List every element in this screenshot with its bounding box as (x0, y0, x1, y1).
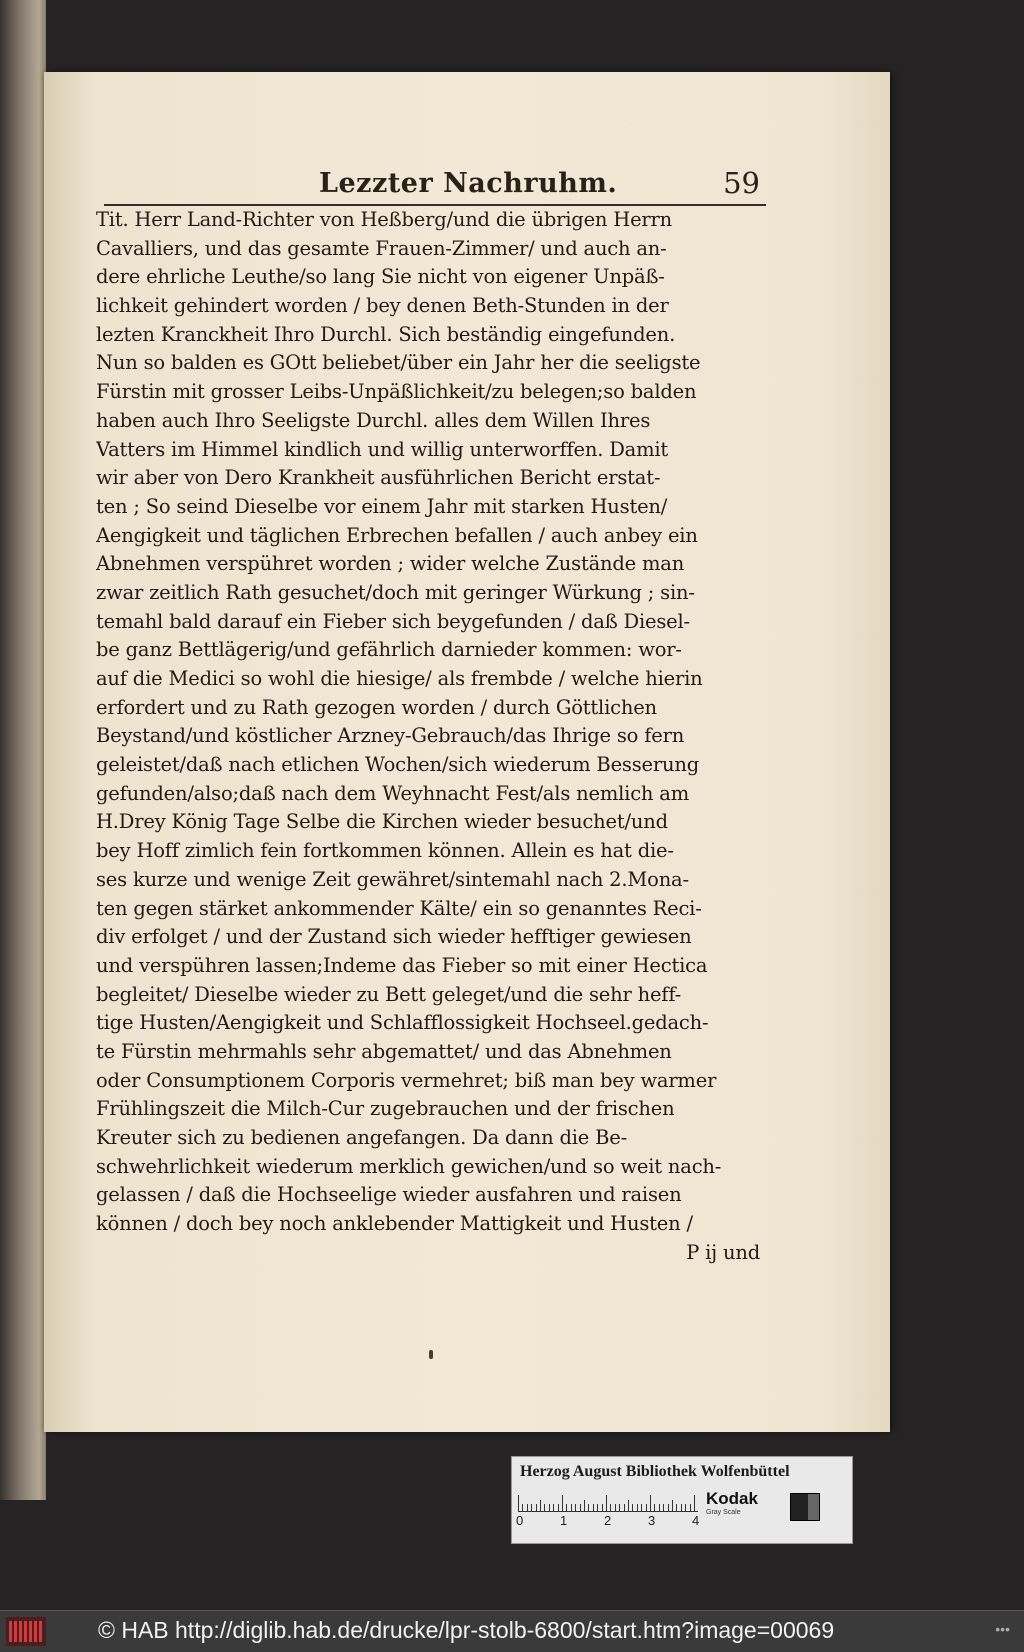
ruler-tick (544, 1504, 545, 1511)
text-line: auf die Medici so wohl die hiesige/ als frembde / welche hierin (96, 667, 703, 690)
ruler-tick (536, 1504, 537, 1511)
ruler-tick (584, 1500, 585, 1511)
footer-bar (0, 1610, 1024, 1652)
ruler-tick (597, 1504, 598, 1511)
text-line: geleistet/daß nach etlichen Wochen/sich wiederum Besserung (96, 753, 699, 777)
ruler-tick (562, 1495, 563, 1511)
text-line: P ij und (686, 1240, 760, 1264)
ruler-tick (553, 1504, 554, 1511)
ruler-tick (571, 1504, 572, 1511)
text-line: dere ehrliche Leuthe/so lang Sie nicht von eigener Unpäß- (96, 265, 665, 289)
body-text (96, 206, 760, 1267)
ruler-tick (606, 1495, 607, 1511)
grayscale-label: Gray Scale (706, 1509, 741, 1516)
text-line: temahl bald darauf ein Fieber sich beygefunden / daß Diesel- (96, 609, 690, 633)
text-line: oder Consumptionem Corporis vermehret; biß man bey warmer (96, 1068, 717, 1092)
text-line: lezten Kranckheit Ihro Durchl. Sich beständig eingefunden. (96, 322, 676, 346)
ruler-tick (566, 1504, 567, 1511)
ruler-tick (676, 1504, 677, 1511)
text-line: erfordert und zu Rath gezogen worden / durch Göttlichen (96, 695, 657, 719)
ruler-tick (619, 1504, 620, 1511)
scale-numbers (516, 1513, 706, 1531)
text-line: Tit. Herr Land-Richter von Heßberg/und die übrigen Herrn (96, 208, 673, 231)
ruler-tick (654, 1504, 655, 1511)
facing-page-edge (0, 0, 46, 1500)
scale-number: 0 (516, 1513, 524, 1528)
text-line: Vatters im Himmel kindlich und willig unterworffen. Damit (96, 437, 669, 461)
ruler-tick (659, 1504, 660, 1511)
text-line: wir aber von Dero Krankheit ausführlichen Bericht erstat- (96, 466, 661, 490)
footer-url-link[interactable]: © HAB http://diglib.hab.de/drucke/lpr-stolb-6800/start.htm?image=00069 (98, 1617, 835, 1643)
text-line: Kreuter sich zu bedienen angefangen. Da dann die Be- (96, 1126, 627, 1149)
hab-logo-icon[interactable] (6, 1617, 46, 1646)
more-icon[interactable]: ••• (995, 1621, 1010, 1637)
text-line: begleitet/ Dieselbe wieder zu Bett geleget/und die sehr heff- (96, 982, 682, 1006)
scale-number: 2 (604, 1513, 612, 1528)
text-line: be ganz Bettlägerig/und gefährlich darnieder kommen: wor- (96, 638, 682, 662)
ruler-tick (668, 1504, 669, 1511)
ruler-tick (672, 1500, 673, 1511)
text-line: Nun so balden es GOtt beliebet/über ein Jahr her die seeligste (96, 351, 701, 375)
text-line: Fürstin mit grosser Leibs-Unpäßlichkeit/zu belegen;so balden (96, 380, 697, 404)
text-line: Frühlingszeit die Milch-Cur zugebrauchen und der frischen (96, 1097, 675, 1121)
ink-mark (429, 1350, 433, 1359)
ruler-tick (610, 1504, 611, 1511)
ruler-tick (527, 1504, 528, 1511)
text-line: tige Husten/Aengigkeit und Schlafflossigkeit Hochseel.gedach- (96, 1011, 709, 1035)
ruler-tick (685, 1504, 686, 1511)
text-line: ten gegen stärket ankommender Kälte/ ein so genanntes Reci- (96, 896, 702, 920)
ruler-tick (641, 1504, 642, 1511)
running-title: Lezzter Nachruhm. (319, 168, 618, 199)
text-line: zwar zeitlich Rath gesuchet/doch mit geringer Würkung ; sin- (96, 580, 695, 604)
page-header (104, 160, 766, 208)
text-line: Cavalliers, und das gesamte Frauen-Zimmer/ und auch an- (96, 236, 667, 260)
text-line: gefunden/also;daß nach dem Weyhnacht Fest/als nemlich am (96, 781, 690, 805)
text-line: lichkeit gehindert worden / bey denen Beth-Stunden in der (96, 294, 669, 318)
ruler-tick (646, 1504, 647, 1511)
text-line: und verspühren lassen;Indeme das Fieber so mit einer Hectica (96, 953, 708, 977)
ruler-tick (663, 1504, 664, 1511)
ruler-tick (694, 1495, 695, 1511)
text-line: haben auch Ihro Seeligste Durchl. alles dem Willen Ihres (96, 408, 651, 432)
ruler-tick (637, 1504, 638, 1511)
text-line: können / doch bey noch anklebender Mattigkeit und Husten / (96, 1212, 693, 1236)
library-label: Herzog August Bibliothek Wolfenbüttel (520, 1463, 790, 1480)
ruler-tick (681, 1504, 682, 1511)
text-line: Beystand/und köstlicher Arzney-Gebrauch/das Ihrige so fern (96, 724, 685, 748)
scale-number: 4 (692, 1513, 700, 1528)
ruler-tick (593, 1504, 594, 1511)
kodak-logo: Kodak (706, 1489, 758, 1508)
text-line: schwehrlichkeit wiederum merklich gewichen/und so weit nach- (96, 1154, 722, 1178)
ruler-tick (650, 1495, 651, 1511)
ruler-tick (580, 1504, 581, 1511)
ruler-tick (540, 1500, 541, 1511)
ruler-tick (575, 1504, 576, 1511)
ruler-tick (558, 1504, 559, 1511)
ruler-tick (690, 1504, 691, 1511)
ruler-tick (531, 1504, 532, 1511)
scale-number: 1 (560, 1513, 568, 1528)
text-line: Abnehmen verspühret worden ; wider welche Zustände man (96, 552, 685, 576)
ruler-tick (615, 1504, 616, 1511)
text-line: H.Drey König Tage Selbe die Kirchen wieder besuchet/und (96, 810, 668, 834)
page-number: 59 (723, 166, 760, 200)
text-line: ses kurze und wenige Zeit gewähret/sintemahl nach 2.Mona- (96, 867, 689, 891)
ruler-tick (522, 1504, 523, 1511)
ruler-tick (588, 1504, 589, 1511)
scale-ruler (518, 1493, 698, 1512)
text-line: bey Hoff zimlich fein fortkommen können. Allein es hat die- (96, 839, 674, 863)
book-page (44, 72, 890, 1432)
ruler-tick (624, 1504, 625, 1511)
ruler-tick (632, 1504, 633, 1511)
text-line: div erfolget / und der Zustand sich wieder hefftiger gewiesen (96, 925, 692, 949)
text-line: te Fürstin mehrmahls sehr abgemattet/ und das Abnehmen (96, 1039, 672, 1063)
ruler-tick (518, 1495, 519, 1511)
ruler-tick (549, 1504, 550, 1511)
gray-patch (790, 1493, 820, 1521)
text-line: gelassen / daß die Hochseelige wieder ausfahren und raisen (96, 1183, 682, 1207)
scale-number: 3 (648, 1513, 656, 1528)
ruler-tick (628, 1500, 629, 1511)
text-line: Aengigkeit und täglichen Erbrechen befallen / auch anbey ein (96, 523, 698, 547)
ruler-tick (602, 1504, 603, 1511)
color-target-card (511, 1456, 853, 1544)
text-line: ten ; So seind Dieselbe vor einem Jahr mit starken Husten/ (96, 494, 668, 518)
